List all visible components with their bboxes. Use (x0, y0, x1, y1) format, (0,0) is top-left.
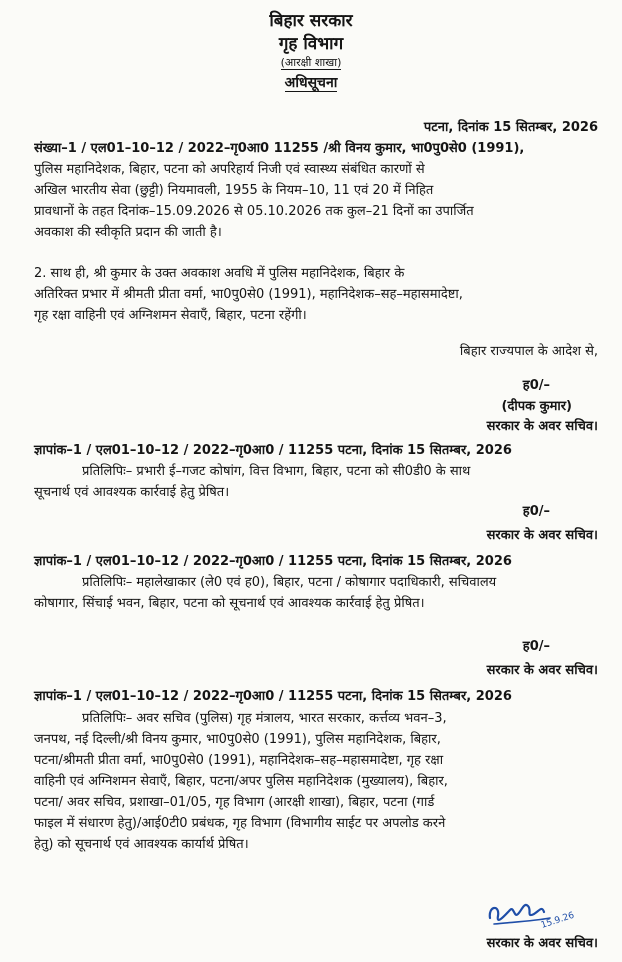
paragraph-1-line: प्रावधानों के तहत दिनांक–15.09.2026 से 05.10.2026 तक कुल–21 दिनों का उपार्जित (34, 204, 474, 219)
branch-subtitle-wrap (0, 55, 622, 70)
memo-2-line: कोषागार, सिंचाई भवन, बिहार, पटना को सूचनार्थ एवं आवश्यक कार्रवाई हेतु प्रेषित। (34, 596, 425, 611)
signed-mark-3: ह0/– (522, 639, 550, 654)
government-title: बिहार सरकार (269, 11, 353, 31)
memo-1-line: प्रतिलिपिः– प्रभारी ई–गजट कोषांग, वित्त विभाग, बिहार, पटना को सी0डी0 के साथ (82, 464, 471, 479)
designation-4: सरकार के अवर सचिव। (486, 936, 598, 951)
memo-3-line: पटना/श्रीमती प्रीता वर्मा, भा0पु0से0 (1991), महानिदेशक–सह–महासमादेष्टा, गृह रक्षा (34, 753, 444, 768)
memo-2-body (34, 572, 594, 614)
memo-1-number: ज्ञापांक–1 / एल01–10–12 / 2022–गृ0आ0 / 11255 पटना, दिनांक 15 सितम्बर, 2026 (34, 443, 512, 458)
signature-date: 15.9.26 (539, 910, 576, 931)
memo-3-number: ज्ञापांक–1 / एल01–10–12 / 2022–गृ0आ0 / 11255 पटना, दिनांक 15 सितम्बर, 2026 (34, 689, 512, 704)
designation-3: सरकार के अवर सचिव। (486, 663, 598, 678)
paragraph-2-line: 2. साथ ही, श्री कुमार के उक्त अवकाश अवधि में पुलिस महानिदेशक, बिहार के (34, 266, 405, 281)
handwritten-signature (484, 888, 584, 938)
by-order-line: बिहार राज्यपाल के आदेश से, (459, 344, 598, 359)
paragraph-1-line: अखिल भारतीय सेवा (छुट्टी) नियमावली, 1955 के नियम–10, 11 एवं 20 में निहित (34, 183, 434, 198)
paragraph-2 (34, 263, 594, 326)
paragraph-1-line: संख्या–1 / एल01–10–12 / 2022–गृ0आ0 11255 /श्री विनय कुमार, भा0पु0से0 (1991), (34, 141, 525, 156)
paragraph-1 (34, 138, 594, 243)
memo-2-number: ज्ञापांक–1 / एल01–10–12 / 2022–गृ0आ0 / 11255 पटना, दिनांक 15 सितम्बर, 2026 (34, 554, 512, 569)
paragraph-2-line: गृह रक्षा वाहिनी एवं अग्निशमन सेवाएँ, बिहार, पटना रहेंगी। (34, 308, 307, 323)
memo-3-line: प्रतिलिपिः– अवर सचिव (पुलिस) गृह मंत्रालय, भारत सरकार, कर्त्तव्य भवन–3, (82, 711, 447, 726)
designation-2: सरकार के अवर सचिव। (486, 528, 598, 543)
memo-3-line: पटना/ अवर सचिव, प्रशाखा–01/05, गृह विभाग (आरक्षी शाखा), बिहार, पटना (गार्ड (34, 795, 435, 810)
signed-mark-2: ह0/– (522, 504, 550, 519)
memo-3-line: फाइल में संधारण हेतु)/आई0टी0 प्रबंधक, गृह विभाग (विभागीय साईट पर अपलोड करने (34, 816, 446, 831)
officer-name: (दीपक कुमार) (501, 399, 572, 414)
memo-3-line: जनपथ, नई दिल्ली/श्री विनय कुमार, भा0पु0से0 (1991), पुलिस महानिदेशक, बिहार, (34, 732, 441, 747)
paragraph-2-line: अतिरिक्त प्रभार में श्रीमती प्रीता वर्मा, भा0पु0से0 (1991), महानिदेशक–सह–महासमादेष्टा, (34, 287, 463, 302)
designation-1: सरकार के अवर सचिव। (486, 419, 598, 434)
notification-heading: अधिसूचना (284, 75, 338, 91)
paragraph-1-line: अवकाश की स्वीकृति प्रदान की जाती है। (34, 225, 222, 240)
branch-subtitle: (आरक्षी शाखा) (280, 56, 342, 69)
memo-3-line: हेतु) को सूचनार्थ एवं आवश्यक कार्यार्थ प्रेषित। (34, 837, 249, 852)
paragraph-1-line: पुलिस महानिदेशक, बिहार, पटना को अपरिहार्य निजी एवं स्वास्थ्य संबंधित कारणों से (34, 162, 425, 177)
memo-2-line: प्रतिलिपिः– महालेखाकार (ले0 एवं ह0), बिहार, पटना / कोषागार पदाधिकारी, सचिवालय (82, 575, 497, 590)
signed-mark-1: ह0/– (522, 378, 550, 393)
memo-3-body (34, 708, 594, 855)
memo-1-line: सूचनार्थ एवं आवश्यक कार्रवाई हेतु प्रेषित। (34, 485, 230, 500)
notification-heading-wrap (0, 73, 622, 92)
memo-3-line: वाहिनी एवं अग्निशमन सेवाएँ, बिहार, पटना/अपर पुलिस महानिदेशक (मुख्यालय), बिहार, (34, 774, 448, 789)
memo-1-body (34, 461, 594, 503)
date-line: पटना, दिनांक 15 सितम्बर, 2026 (423, 120, 598, 135)
department-title: गृह विभाग (278, 34, 344, 54)
